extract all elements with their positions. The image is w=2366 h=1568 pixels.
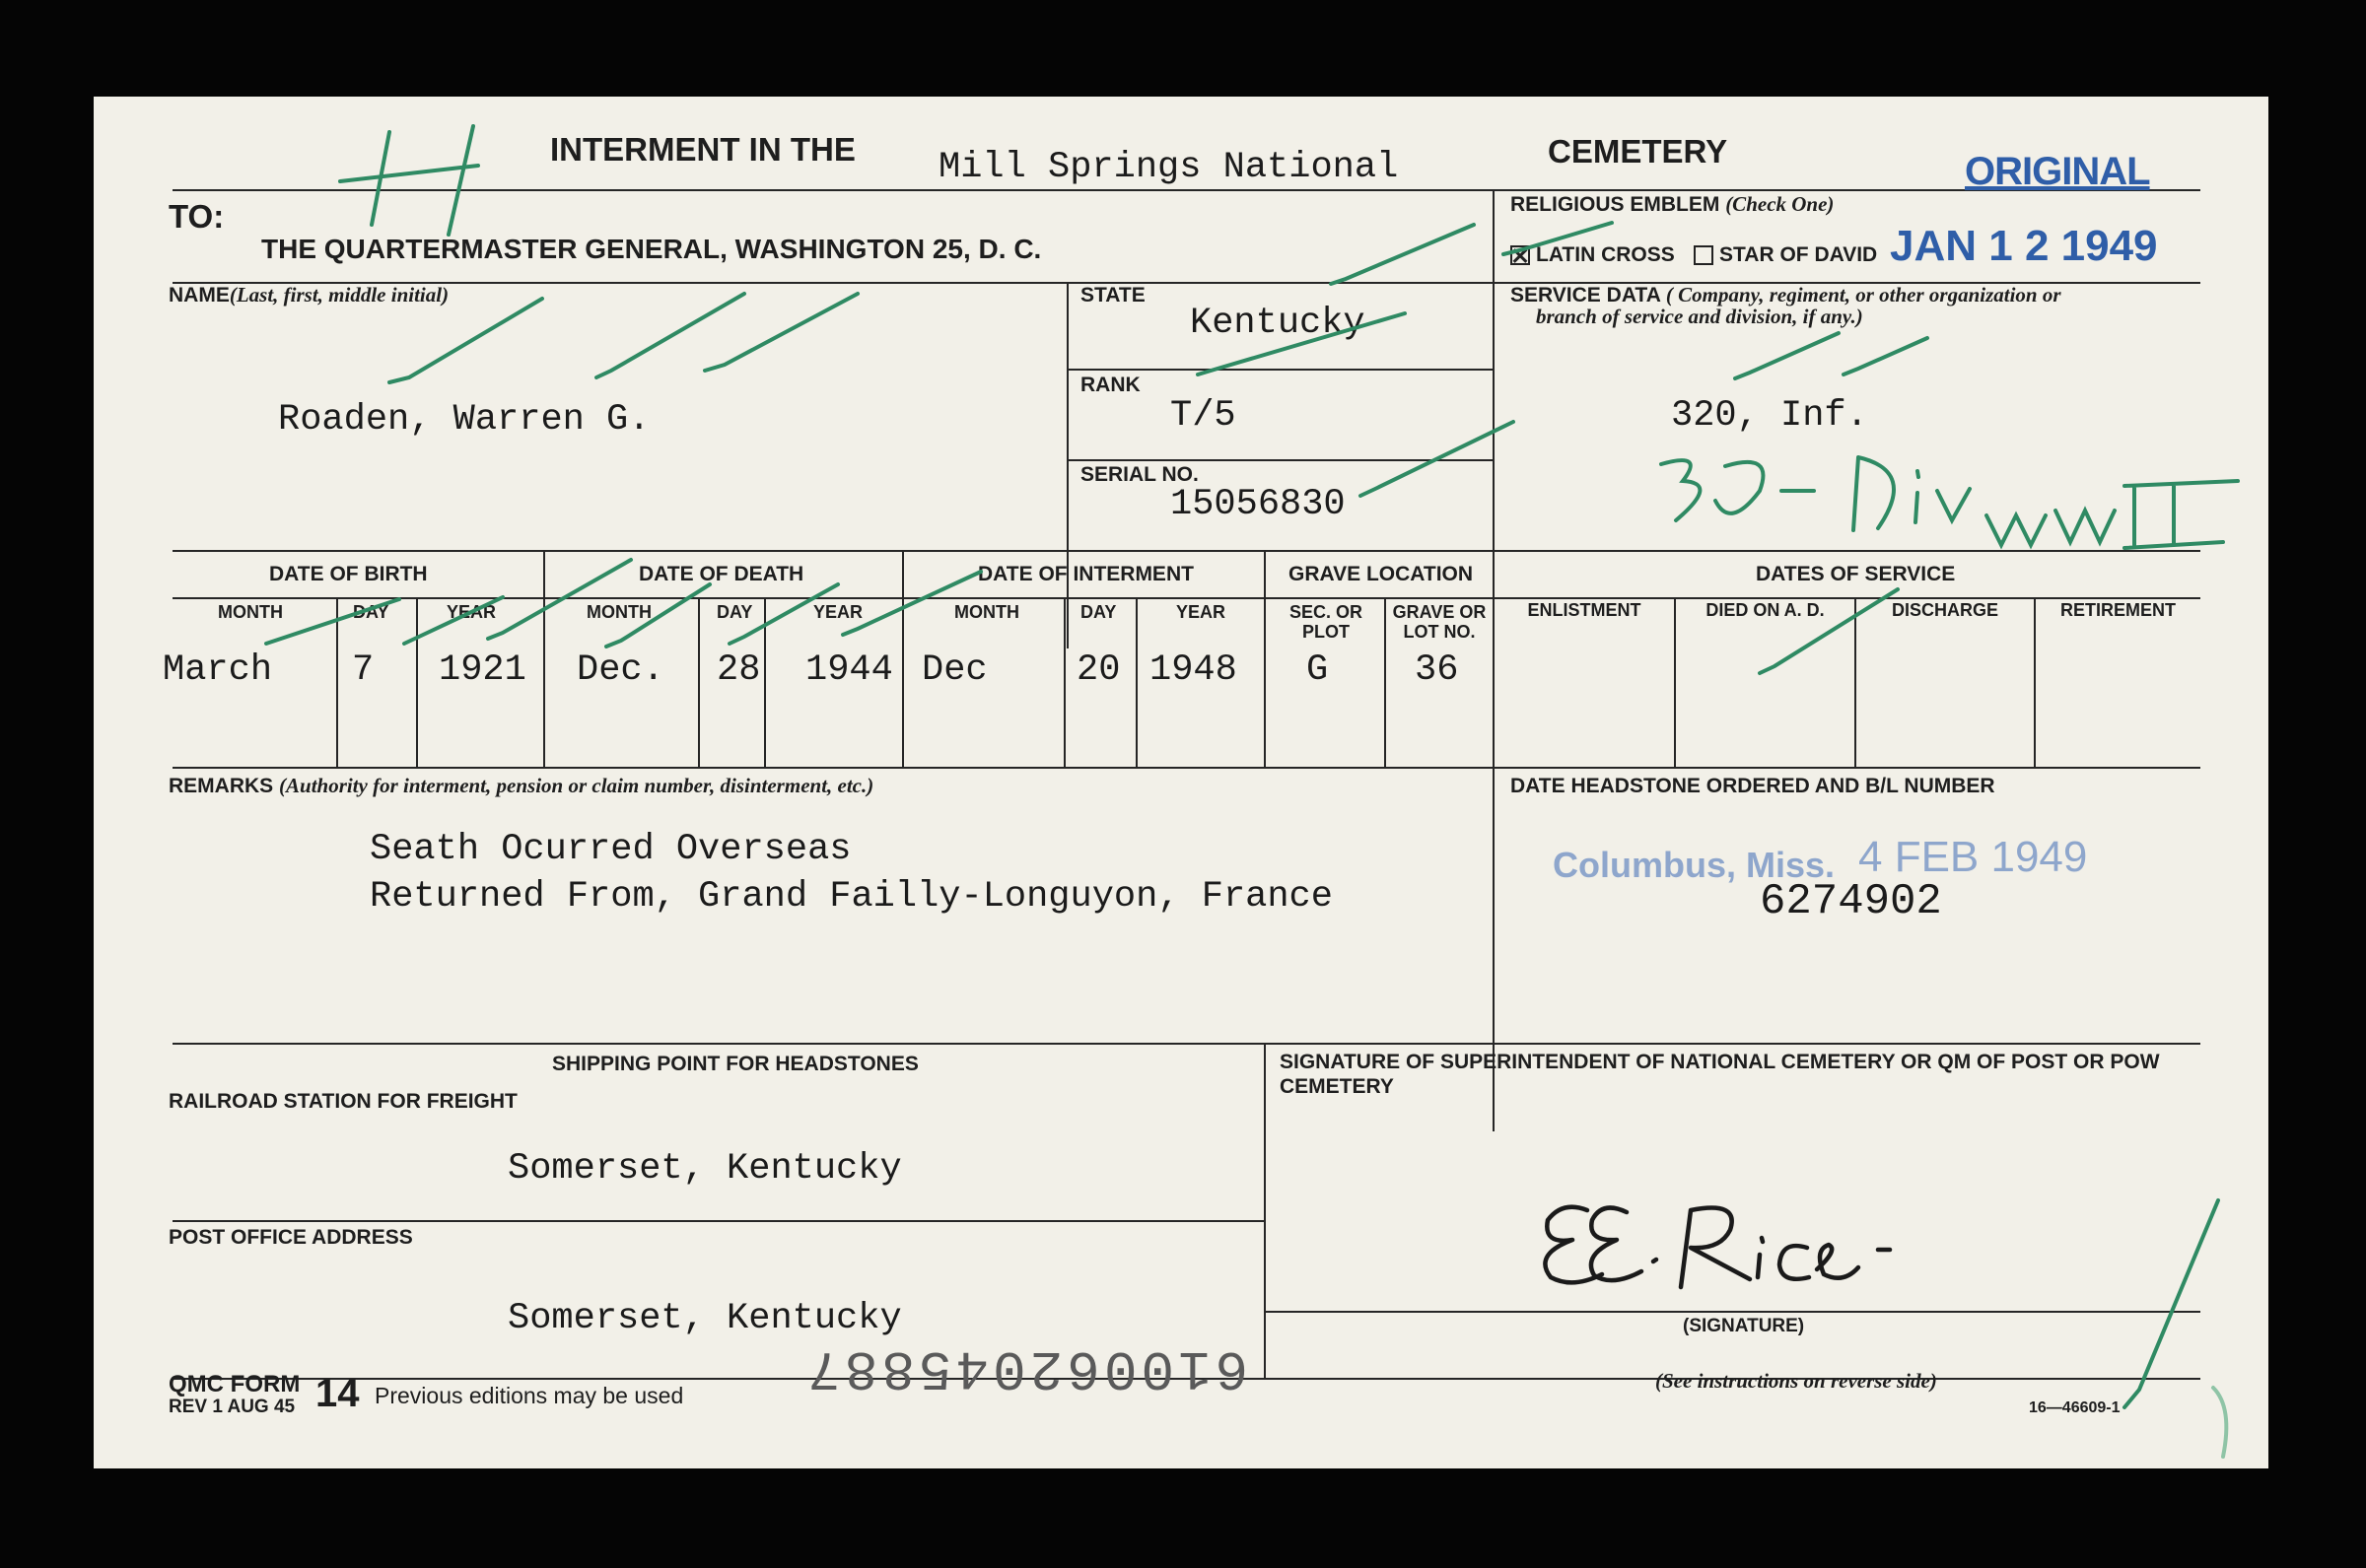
rank-value: T/5 [1170, 395, 1236, 437]
dates-of-service-label: DATES OF SERVICE [1756, 563, 1956, 585]
died-on-ad-label: DIED ON A. D. [1705, 600, 1825, 620]
discharge-label: DISCHARGE [1891, 600, 1998, 620]
service-data-label: SERVICE DATA ( Company, regiment, or other organization or [1510, 283, 2061, 307]
interment-day-value: 20 [1077, 649, 1121, 691]
print-code: 16—46609-1 [2029, 1399, 2121, 1416]
birth-day-value: 7 [352, 649, 375, 691]
remarks-line-2: Returned From, Grand Failly-Longuyon, France [370, 876, 1333, 918]
title-suffix: CEMETERY [1548, 133, 1728, 170]
death-year-label: YEAR [813, 602, 864, 622]
state-value: Kentucky [1190, 303, 1365, 344]
original-stamp: ORIGINAL [1965, 150, 2150, 193]
to-label: TO: [169, 198, 225, 235]
railroad-value: Somerset, Kentucky [508, 1148, 902, 1190]
death-year-value: 1944 [805, 649, 893, 691]
previous-editions-note: Previous editions may be used [375, 1383, 684, 1408]
birth-month-value: March [163, 649, 273, 691]
latin-cross-option[interactable]: LATIN CROSS [1510, 243, 1675, 266]
section-plot-label: SEC. OR PLOT [1288, 602, 1362, 642]
columbus-place-stamp: Columbus, Miss. [1553, 845, 1836, 885]
signature-caption: (SIGNATURE) [1683, 1316, 1805, 1336]
grave-location-label: GRAVE LOCATION [1288, 563, 1474, 585]
remarks-line-1: Seath Ocurred Overseas [370, 829, 852, 870]
death-month-value: Dec. [577, 649, 664, 691]
interment-month-value: Dec [922, 649, 988, 691]
service-data-hint: branch of service and division, if any.) [1536, 305, 1863, 328]
serial-label: SERIAL NO. [1080, 463, 1199, 486]
interment-card [94, 97, 2268, 1468]
headstone-number: 6274902 [1760, 877, 1942, 926]
instructions-note: (See instructions on reverse side) [1655, 1369, 1937, 1393]
serial-value: 15056830 [1170, 484, 1346, 525]
birth-year-label: YEAR [447, 602, 497, 622]
shipping-label: SHIPPING POINT FOR HEADSTONES [552, 1053, 919, 1075]
interment-day-label: DAY [1080, 602, 1117, 622]
retirement-label: RETIREMENT [2060, 600, 2176, 620]
mirrored-bleed-through-number: 610062045887 [803, 1336, 1249, 1399]
grave-value: 36 [1415, 649, 1459, 691]
birth-year-value: 1921 [439, 649, 526, 691]
date-of-birth-label: DATE OF BIRTH [269, 563, 428, 585]
post-office-value: Somerset, Kentucky [508, 1298, 902, 1339]
birth-month-label: MONTH [218, 602, 283, 622]
superintendent-signature [1545, 1207, 1890, 1287]
death-day-value: 28 [717, 649, 761, 691]
enlistment-label: ENLISTMENT [1527, 600, 1641, 620]
service-data-value: 320, Inf. [1671, 395, 1868, 437]
name-label: NAME(Last, first, middle initial) [169, 283, 450, 307]
remarks-label: REMARKS (Authority for interment, pension or claim number, disinterment, etc.) [169, 774, 874, 797]
post-office-label: POST OFFICE ADDRESS [169, 1226, 413, 1249]
form-id: QMC FORM REV 1 AUG 45 [169, 1371, 301, 1418]
form-number: 14 [315, 1372, 360, 1415]
cemetery-name: Mill Springs National [939, 147, 1399, 188]
grave-lot-label: GRAVE OR LOT NO. [1392, 602, 1487, 642]
birth-day-label: DAY [353, 602, 389, 622]
state-label: STATE [1080, 284, 1146, 307]
star-of-david-option[interactable]: STAR OF DAVID [1694, 243, 1877, 266]
interment-year-value: 1948 [1149, 649, 1237, 691]
to-address: THE QUARTERMASTER GENERAL, WASHINGTON 25, D. C. [261, 234, 1042, 264]
date-of-death-label: DATE OF DEATH [639, 563, 804, 585]
date-of-interment-label: DATE OF INTERMENT [978, 563, 1194, 585]
religious-emblem-label: RELIGIOUS EMBLEM (Check One) [1510, 192, 1835, 216]
handwritten-checkmarks [94, 97, 2268, 1468]
name-value: Roaden, Warren G. [278, 399, 651, 441]
section-value: G [1306, 649, 1329, 691]
interment-month-label: MONTH [954, 602, 1019, 622]
columbus-date-stamp: 4 FEB 1949 [1858, 833, 2088, 881]
signature-label: SIGNATURE OF SUPERINTENDENT OF NATIONAL CEMETERY OR QM OF POST OR POW CEMETERY [1280, 1051, 2160, 1099]
rank-label: RANK [1080, 374, 1141, 396]
death-month-label: MONTH [587, 602, 652, 622]
railroad-label: RAILROAD STATION FOR FREIGHT [169, 1090, 518, 1113]
received-date-stamp: JAN 1 2 1949 [1890, 222, 2158, 270]
headstone-label: DATE HEADSTONE ORDERED AND B/L NUMBER [1510, 775, 1995, 797]
title-prefix: INTERMENT IN THE [550, 131, 856, 168]
interment-year-label: YEAR [1176, 602, 1226, 622]
death-day-label: DAY [717, 602, 753, 622]
